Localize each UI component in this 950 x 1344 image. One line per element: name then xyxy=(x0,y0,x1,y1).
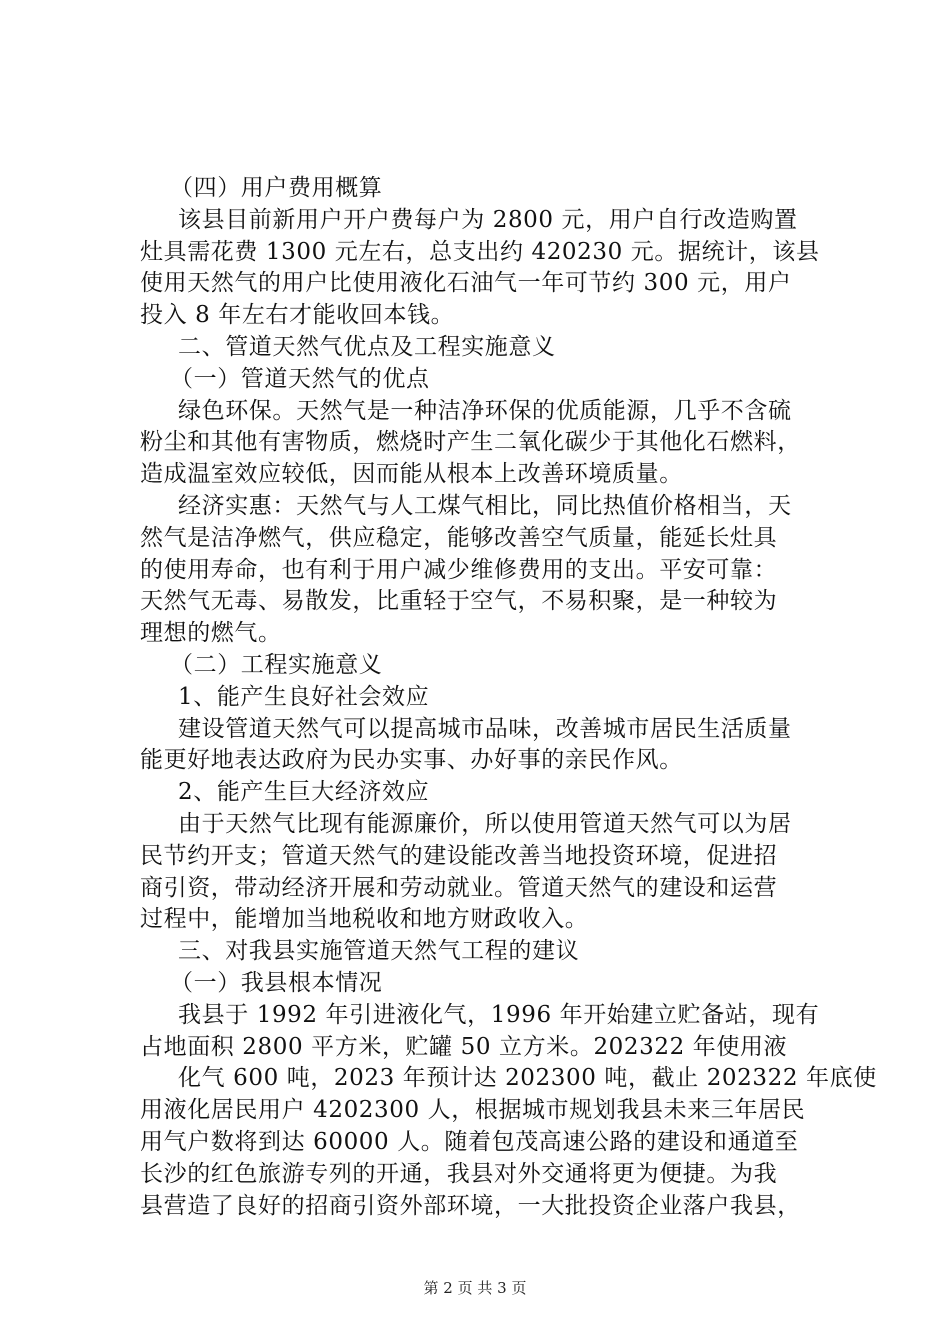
page-footer: 第 2 页 共 3 页 xyxy=(423,1279,527,1297)
text-line: 经济实惠：天然气与人工煤气相比，同比热值价格相当，天 xyxy=(178,492,792,519)
section-heading: （一）管道天然气的优点 xyxy=(170,365,430,392)
section-heading: （一）我县根本情况 xyxy=(170,969,383,996)
section-heading: 2、能产生巨大经济效应 xyxy=(178,779,430,806)
text-line: 用液化居民用户 4202300 人，根据城市规划我县未来三年居民 xyxy=(140,1097,806,1124)
text-line: 投入 8 年左右才能收回本钱。 xyxy=(140,302,455,329)
text-line: 长沙的红色旅游专列的开通，我县对外交通将更为便捷。为我 xyxy=(140,1160,778,1187)
text-line: 理想的燃气。 xyxy=(140,620,282,647)
text-line: 民节约开支；管道天然气的建设能改善当地投资环境，促进招 xyxy=(140,842,778,869)
text-line: 能更好地表达政府为民办实事、办好事的亲民作风。 xyxy=(140,747,683,774)
text-line: 该县目前新用户开户费每户为 2800 元，用户自行改造购置 xyxy=(178,206,798,233)
text-line: 用气户数将到达 60000 人。随着包茂高速公路的建设和通道至 xyxy=(140,1128,799,1155)
section-heading: 二、管道天然气优点及工程实施意义 xyxy=(178,333,556,360)
text-line: 化气 600 吨，2023 年预计达 202300 吨，截止 202322 年底使 xyxy=(178,1065,877,1092)
text-line: 的使用寿命，也有利于用户减少维修费用的支出。平安可靠： xyxy=(140,556,778,583)
text-line: 商引资，带动经济开展和劳动就业。管道天然气的建设和运营 xyxy=(140,874,778,901)
section-heading: （二）工程实施意义 xyxy=(170,651,383,678)
text-line: 由于天然气比现有能源廉价，所以使用管道天然气可以为居 xyxy=(178,810,792,837)
section-heading: 1、能产生良好社会效应 xyxy=(178,683,430,710)
text-line: 建设管道天然气可以提高城市品味，改善城市居民生活质量 xyxy=(178,715,792,742)
text-line: 天然气无毒、易散发，比重轻于空气，不易积聚，是一种较为 xyxy=(140,588,778,615)
text-line: 过程中，能增加当地税收和地方财政收入。 xyxy=(140,906,589,933)
body-text xyxy=(140,173,877,1222)
section-heading: 三、对我县实施管道天然气工程的建议 xyxy=(178,938,580,965)
text-line: 占地面积 2800 平方米，贮罐 50 立方米。202322 年使用液 xyxy=(140,1033,788,1060)
text-line: 我县于 1992 年引进液化气，1996 年开始建立贮备站，现有 xyxy=(178,1001,820,1028)
text-line: 县营造了良好的招商引资外部环境，一大批投资企业落户我县， xyxy=(140,1192,801,1219)
section-heading: （四）用户费用概算 xyxy=(170,175,383,201)
text-line: 粉尘和其他有害物质，燃烧时产生二氧化碳少于其他化石燃料， xyxy=(140,429,801,456)
text-line: 然气是洁净燃气，供应稳定，能够改善空气质量，能延长灶具 xyxy=(140,524,778,551)
text-line: 造成温室效应较低，因而能从根本上改善环境质量。 xyxy=(140,461,683,488)
text-line: 使用天然气的用户比使用液化石油气一年可节约 300 元，用户 xyxy=(140,270,792,297)
text-line: 绿色环保。天然气是一种洁净环保的优质能源，几乎不含硫 xyxy=(178,397,792,424)
text-line: 灶具需花费 1300 元左右，总支出约 420230 元。据统计，该县 xyxy=(140,238,820,265)
